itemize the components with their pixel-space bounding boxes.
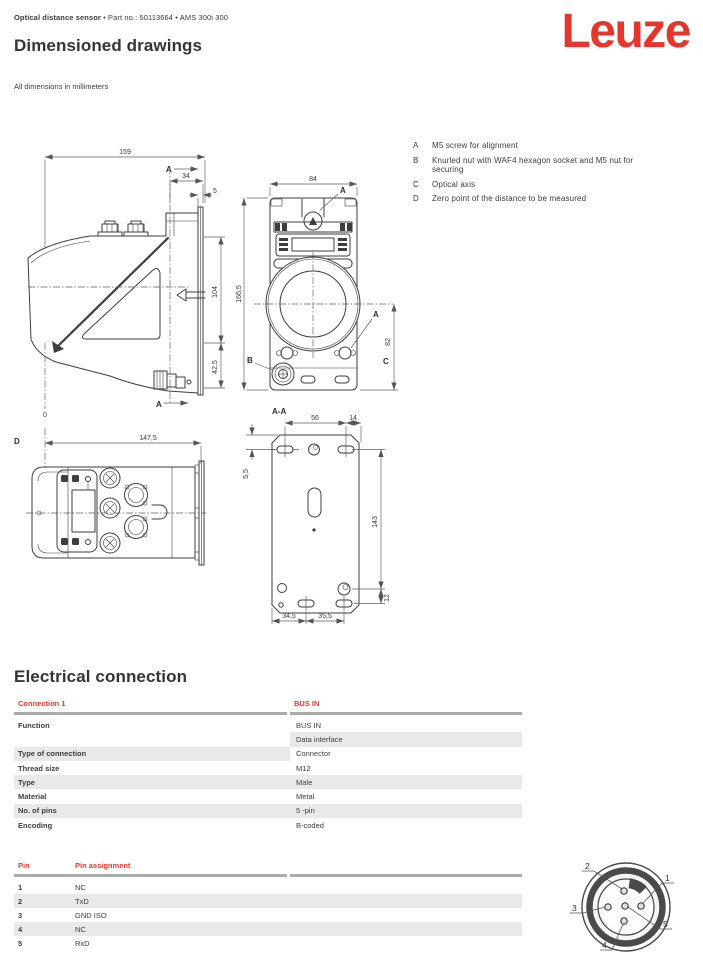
legend-item-b — [413, 156, 643, 175]
col-header-bus-in: BUS IN — [294, 698, 320, 708]
doc-header — [14, 13, 228, 22]
pin-label-5: 5 — [663, 919, 668, 929]
dim-35-5: 35,5 — [318, 613, 332, 620]
dim-147-5: 147,5 — [139, 435, 157, 442]
dim-143: 143 — [372, 516, 379, 528]
marker-b: B — [247, 356, 253, 365]
top-m12-connectors — [100, 468, 148, 553]
table-row — [14, 804, 522, 818]
legend-key: C — [413, 179, 419, 189]
pin-table — [14, 856, 522, 950]
top-connectors — [98, 221, 148, 236]
dim-5-5: 5,5 — [243, 469, 250, 479]
clip-handle — [152, 505, 167, 519]
top-display-panel — [57, 470, 97, 552]
leuze-logo: Leuze — [561, 5, 690, 58]
col-header-pin-assignment: Pin assignment — [75, 860, 131, 870]
dim-104: 104 — [212, 286, 219, 298]
table-row — [14, 894, 522, 908]
row-value: Data interface — [290, 732, 522, 746]
pin-assignment: RxD — [75, 938, 90, 948]
row-label: Function — [18, 720, 50, 730]
pin-number: 2 — [18, 896, 23, 906]
table-row — [14, 732, 522, 746]
units-note: All dimensions in millimeters — [14, 82, 109, 91]
legend-text: Optical axis — [432, 179, 476, 189]
row-label: Type of connection — [14, 747, 290, 761]
pin-table-header — [14, 856, 522, 874]
pin-label-4: 4 — [602, 940, 607, 950]
section-label: A-A — [272, 407, 287, 416]
m12-connector-diagram — [556, 850, 703, 971]
table-row — [14, 908, 522, 922]
marker-a-right: A — [373, 310, 379, 319]
table-row — [14, 818, 522, 832]
pin-number: 3 — [18, 910, 23, 920]
section-title-dimensioned-drawings: Dimensioned drawings — [14, 36, 203, 55]
row-label — [14, 732, 290, 746]
col-header-connection-1: Connection 1 — [18, 698, 66, 708]
table-row — [14, 718, 522, 732]
legend-item-a — [413, 141, 643, 151]
table-row — [14, 922, 522, 936]
table-row — [14, 761, 522, 775]
legend-key: A — [413, 141, 419, 150]
product-meta: • Part no.: 50113664 • AMS 300i 300 — [103, 13, 229, 22]
drawing-legend — [413, 141, 643, 209]
row-label: Type — [14, 775, 290, 789]
connection-table-header — [14, 694, 522, 712]
connection-table — [14, 694, 522, 832]
pin-assignment: NC — [75, 924, 86, 934]
product-name: Optical distance sensor — [14, 13, 101, 22]
legend-item-d — [413, 194, 643, 204]
legend-key: D — [413, 194, 419, 203]
pin-assignment: GND ISO — [75, 910, 107, 920]
zero-point-label: 0 — [43, 412, 47, 419]
row-value: M12 — [296, 763, 311, 773]
row-value: Metal — [296, 792, 315, 802]
dim-159: 159 — [119, 149, 131, 156]
row-label: Encoding — [18, 820, 53, 830]
pin-number: 1 — [18, 882, 23, 892]
row-value: Connector — [296, 749, 331, 759]
knurled-nut-b — [272, 363, 294, 385]
legend-key: B — [413, 155, 419, 165]
pin-table-body — [14, 880, 522, 950]
pin-label-1: 1 — [665, 873, 670, 883]
row-value: 5 -pin — [290, 804, 522, 818]
pin-assignment: TxD — [75, 896, 89, 906]
row-label: Material — [18, 792, 47, 802]
table-row — [14, 936, 522, 950]
table-row — [14, 775, 522, 789]
side-view-drawing — [18, 145, 230, 423]
legend-item-c — [413, 180, 643, 190]
section-marker-a-top: A — [166, 165, 172, 174]
dim-34-5: 34,5 — [282, 613, 296, 620]
section-aa-drawing — [238, 402, 403, 647]
row-value: B-coded — [296, 820, 324, 830]
header-divider — [14, 712, 522, 715]
top-view-drawing — [8, 428, 233, 608]
pin-assignment: NC — [75, 882, 86, 892]
pin-label-2: 2 — [585, 861, 590, 871]
dim-84: 84 — [309, 176, 317, 183]
dim-166-5: 166,5 — [236, 285, 243, 303]
header-divider — [14, 874, 522, 877]
table-row — [14, 789, 522, 803]
row-label: Thread size — [18, 763, 60, 773]
connection-table-body — [14, 718, 522, 832]
row-label: No. of pins — [14, 804, 290, 818]
dim-82: 82 — [385, 338, 392, 346]
pin-number: 4 — [18, 924, 23, 934]
bottom-connector — [154, 371, 191, 389]
col-header-pin: Pin — [18, 860, 30, 870]
marker-a-top: A — [340, 186, 346, 195]
dim-42-5: 42,5 — [212, 360, 219, 374]
table-row — [14, 880, 522, 894]
marker-d: D — [14, 437, 20, 446]
front-view-drawing — [230, 172, 405, 397]
row-value: BUS IN — [296, 720, 322, 730]
dim-12: 12 — [384, 594, 391, 602]
table-row — [14, 747, 522, 761]
dim-14: 14 — [349, 415, 357, 422]
pin-number: 5 — [18, 938, 23, 948]
dim-56: 56 — [311, 415, 319, 422]
section-title-electrical-connection: Electrical connection — [14, 667, 188, 686]
dim-5: 5 — [213, 188, 217, 195]
legend-text: M5 screw for alignment — [432, 141, 518, 150]
dim-34: 34 — [182, 173, 190, 180]
legend-text: Zero point of the distance to be measured — [432, 194, 587, 203]
legend-text: Knurled nut with WAF4 hexagon socket and M5 nut for securing — [432, 155, 634, 174]
pin-label-3: 3 — [572, 903, 577, 913]
row-value: Male — [290, 775, 522, 789]
section-marker-a-bottom: A — [156, 400, 162, 409]
marker-c: C — [383, 357, 389, 366]
